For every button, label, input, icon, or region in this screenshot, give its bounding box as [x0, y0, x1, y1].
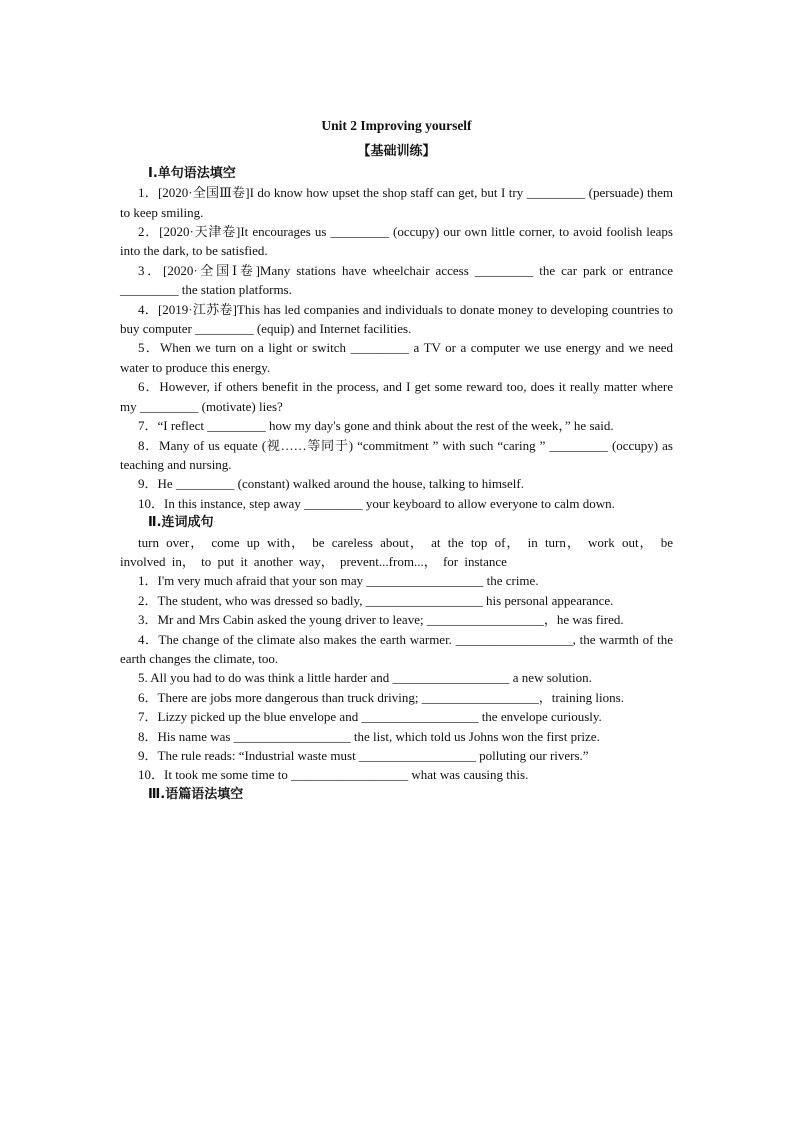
question-2-9: 9．The rule reads: “Industrial waste must __________________ polluting our rivers.”: [138, 748, 589, 763]
question-1-2: 2．[2020·天津卷]It encourages us _________ (occupy) our own little corner, to avoid foolish leaps into the dark, to be satisfied.: [120, 224, 673, 259]
section-1-heading: Ⅰ.单句语法填空: [148, 165, 236, 181]
phrase-bank: turn over， come up with， be careless about， at the top of， in turn， work out， be involved in， to put it another way， prevent...from...， for instance: [120, 534, 673, 569]
question-2-2: 2．The student, who was dressed so badly, __________________ his personal appearance.: [138, 592, 614, 608]
question-1-10: 10．In this instance, step away _________ your keyboard to allow everyone to calm down.: [138, 495, 615, 511]
question-1-6: 6．However, if others benefit in the process, and I get some reward too, does it really matter where my _________ (motivate) lies?: [120, 379, 673, 414]
section-2-heading: Ⅱ.连词成句: [148, 515, 214, 531]
section-3-heading: Ⅲ.语篇语法填空: [148, 786, 244, 802]
question-1-7: 7．“I reflect _________ how my day's gone and think about the rest of the week，” he said.: [138, 418, 614, 434]
question-2-1: 1．I'm very much afraid that your son may __________________ the crime.: [138, 573, 539, 589]
question-2-8: 8．His name was __________________ the list, which told us Johns won the first prize.: [138, 728, 600, 744]
question-1-8: 8．Many of us equate (视……等同于) “commitment ” with such “caring ” _________ (occupy) as teaching and nursing.: [120, 437, 673, 472]
question-2-5: 5. All you had to do was think a little harder and __________________ a new solution.: [138, 670, 592, 686]
question-2-4: 4．The change of the climate also makes the earth warmer. __________________, the warmth of the earth changes the climate, too.: [120, 631, 673, 666]
unit-title: Unit 2 Improving yourself: [321, 118, 472, 133]
question-1-4: 4．[2019·江苏卷]This has led companies and individuals to donate money to developing countries to buy computer _________ (equip) and Internet facilities.: [120, 301, 673, 337]
question-2-6: 6．There are jobs more dangerous than truck driving; __________________，training lions.: [138, 689, 624, 705]
question-2-10: 10．It took me some time to __________________ what was causing this.: [138, 767, 529, 783]
question-2-7: 7．Lizzy picked up the blue envelope and __________________ the envelope curiously.: [138, 709, 602, 725]
basic-training-heading: 【基础训练】: [357, 144, 436, 160]
question-1-5: 5．When we turn on a light or switch _________ a TV or a computer we use energy and we need water to produce this energy.: [120, 340, 673, 375]
question-1-1: 1．[2020·全国Ⅲ卷]I do know how upset the shop staff can get, but I try _________ (persuade) them to keep smiling.: [120, 185, 673, 220]
question-2-3: 3．Mr and Mrs Cabin asked the young driver to leave; __________________，he was fired.: [138, 612, 624, 628]
worksheet-page: [120, 116, 673, 804]
question-1-3: 3．[2020·全国Ⅰ卷]Many stations have wheelchair access _________ the car park or entrance _________ the station platforms.: [120, 262, 673, 298]
question-1-9: 9．He _________ (constant) walked around the house, talking to himself.: [138, 476, 524, 492]
